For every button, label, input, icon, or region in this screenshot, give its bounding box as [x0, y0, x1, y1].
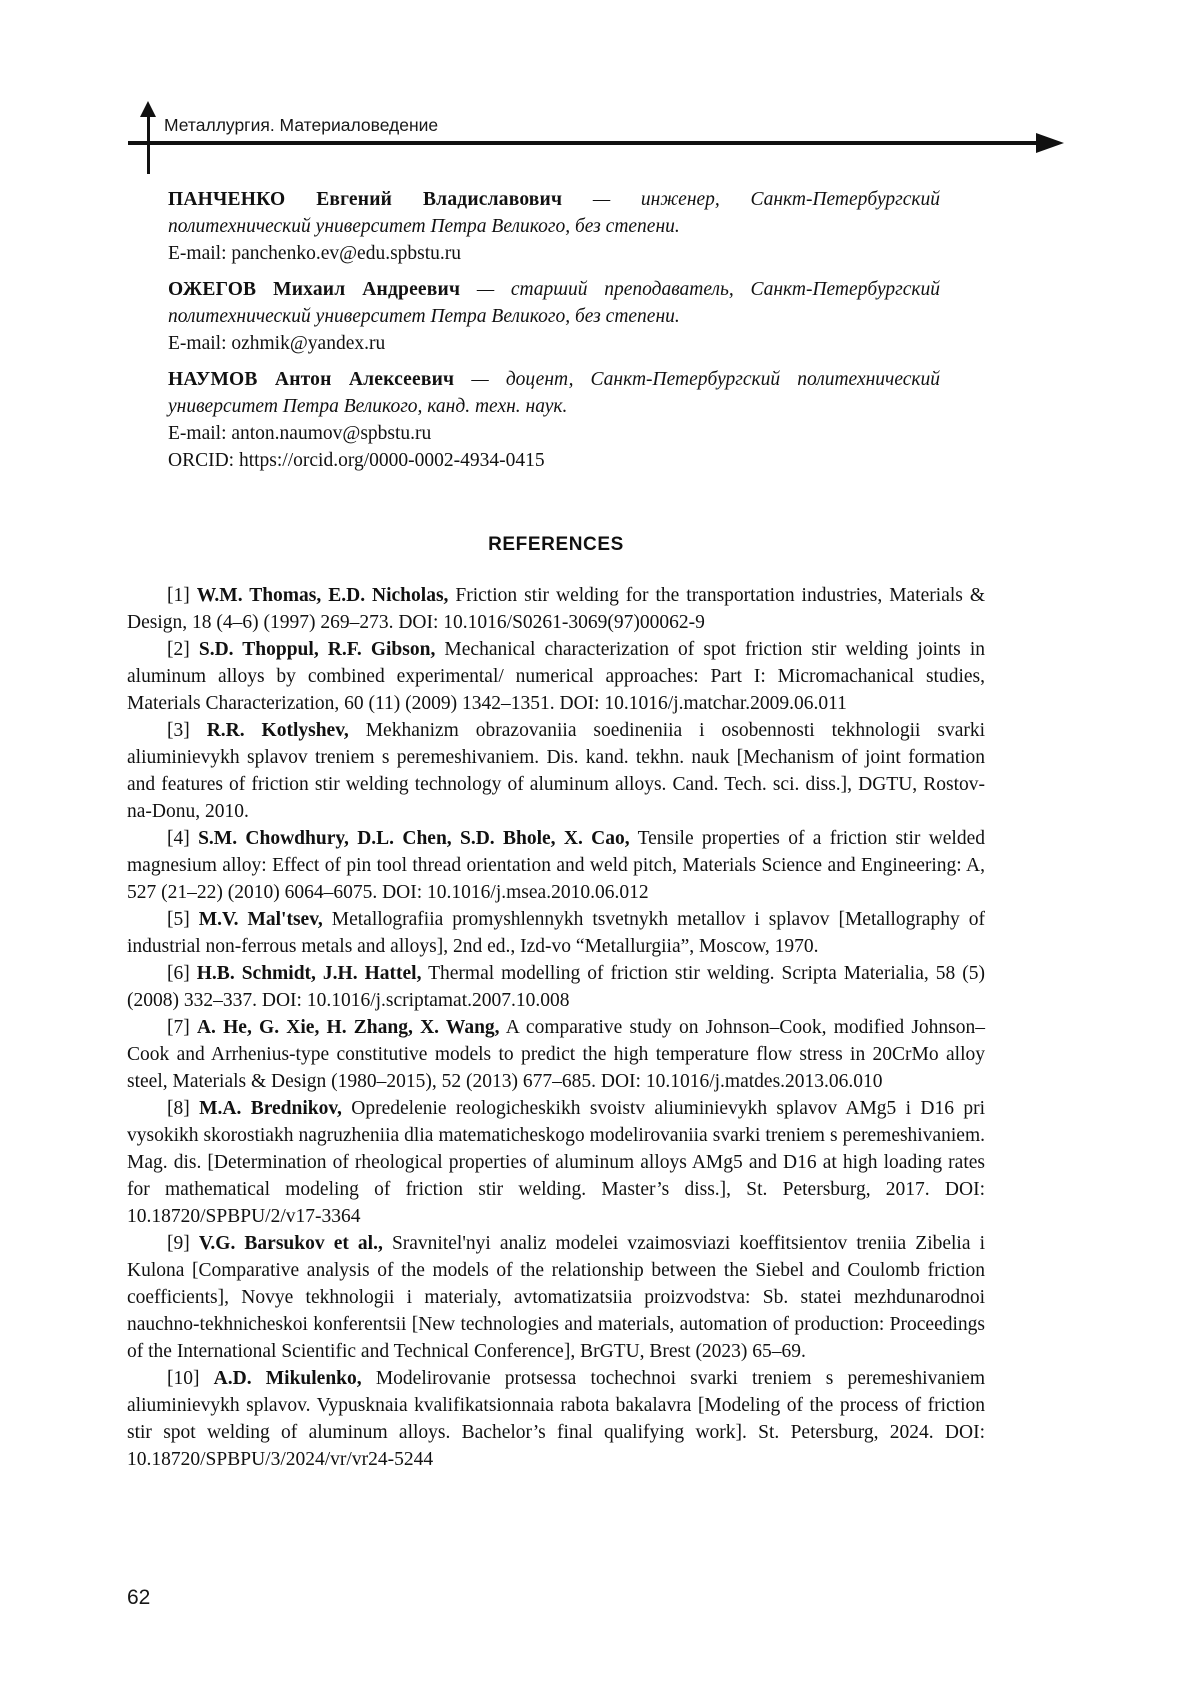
reference-item — [127, 960, 985, 1014]
email-label: E-mail: — [168, 243, 227, 264]
reference-item — [127, 582, 985, 636]
author-name: ОЖЕГОВ Михаил Андреевич — [168, 279, 461, 300]
reference-number: [4] — [167, 828, 190, 849]
reference-authors: S.D. Thoppul, R.F. Gibson, — [198, 639, 436, 660]
reference-authors: R.R. Kotlyshev, — [206, 720, 349, 741]
author-line — [168, 366, 940, 420]
reference-number: [1] — [167, 585, 190, 606]
reference-item — [127, 906, 985, 960]
reference-number: [3] — [167, 720, 190, 741]
author-name: ПАНЧЕНКО Евгений Владиславович — [168, 189, 563, 210]
reference-authors: M.V. Mal'tsev, — [198, 909, 323, 930]
reference-number: [8] — [167, 1098, 190, 1119]
reference-number: [9] — [167, 1233, 190, 1254]
reference-number: [6] — [167, 963, 190, 984]
email-value: anton.naumov@spbstu.ru — [231, 423, 432, 444]
reference-item — [127, 636, 985, 717]
reference-text: A comparative study on Johnson–Cook, modified Johnson–Cook and Arrhenius-type constitutive models to predict the high temperature flow stress in 20CrMo alloy steel, Materials & Design (1980–2015), 52 (2013) 677–685. DOI: 10.1016/j.matdes.2013.06.010 — [127, 1017, 985, 1092]
reference-item — [127, 1095, 985, 1230]
page-number: 62 — [127, 1586, 151, 1609]
references-heading: REFERENCES — [488, 534, 624, 555]
reference-item — [127, 1014, 985, 1095]
author-line — [168, 276, 940, 330]
reference-authors: M.A. Brednikov, — [199, 1098, 342, 1119]
reference-item — [127, 1365, 985, 1473]
reference-authors: A. He, G. Xie, H. Zhang, X. Wang, — [196, 1017, 500, 1038]
authors-section — [168, 186, 940, 483]
reference-text: Mechanical characterization of spot friction stir welding joints in aluminum alloys by combined experimental/ numerical approaches: Part I: Micromachanical studies, Materials Characterization, 60 (11) (2009) 1342–1351. DOI: 10.1016/j.matchar.2009.06.011 — [127, 639, 986, 714]
orcid-value: https://orcid.org/0000-0002-4934-0415 — [238, 450, 545, 471]
reference-text: Sravnitel'nyi analiz modelei vzaimosviazi koeffitsientov treniia Zibelia i Kulona [Comparative analysis of the models of the relationship between the Siebel and Coulomb friction coefficients], Novye tekhnologii i materialy, avtomatizatsiia proizvodstva: Sb. statei mezhdunarodnoi nauchno-tekhnicheskoi konferentsii [New technologies and materials, automation of production: Proceedings of the International Scientific and Technical Conference], BrGTU, Brest (2023) 65–69. — [127, 1233, 986, 1362]
reference-number: [5] — [167, 909, 190, 930]
section-title: Металлургия. Материаловедение — [164, 115, 439, 135]
author-affiliation: — инженер, Санкт-Петербургский политехнический университет Петра Великого, без степени. — [168, 189, 941, 237]
author-block — [168, 366, 940, 474]
author-email-line — [168, 240, 940, 267]
reference-authors: A.D. Mikulenko, — [213, 1368, 362, 1389]
author-affiliation: — старший преподаватель, Санкт-Петербургский политехнический университет Петра Великого, без степени. — [168, 279, 941, 327]
email-value: ozhmik@yandex.ru — [231, 333, 386, 354]
reference-item — [127, 1230, 985, 1365]
reference-number: [10] — [167, 1368, 200, 1389]
right-arrow-icon — [1036, 133, 1064, 153]
reference-authors: H.B. Schmidt, J.H. Hattel, — [196, 963, 422, 984]
email-value: panchenko.ev@edu.spbstu.ru — [231, 243, 462, 264]
reference-item — [127, 717, 985, 825]
author-email-line — [168, 330, 940, 357]
reference-number: [7] — [167, 1017, 190, 1038]
reference-text: Metallografiia promyshlennykh tsvetnykh metallov i splavov [Metallography of industrial non-ferrous metals and alloys], 2nd ed., Izd-vo “Metallurgiia”, Moscow, 1970. — [127, 909, 985, 957]
author-block — [168, 276, 940, 357]
reference-text: Modelirovanie protsessa tochechnoi svarki treniem s peremeshivaniem aliuminievykh splavov. Vypusknaia kvalifikatsionnaia rabota bakalavra [Modeling of the process of friction stir spot welding of aluminum alloys. Bachelor’s final qualifying work]. St. Petersburg, 2024. DOI: 10.18720/SPBPU/3/2024/vr/vr24-5244 — [127, 1368, 985, 1470]
author-name: НАУМОВ Антон Алексеевич — [168, 369, 455, 390]
reference-text: Tensile properties of a friction stir welded magnesium alloy: Effect of pin tool thread orientation and weld pitch, Materials Science and Engineering: A, 527 (21–22) (2010) 6064–6075. DOI: 10.1016/j.msea.2010.06.012 — [127, 828, 986, 903]
reference-authors: V.G. Barsukov et al., — [198, 1233, 383, 1254]
email-label: E-mail: — [168, 423, 227, 444]
author-orcid-line — [168, 447, 940, 474]
reference-item — [127, 825, 985, 906]
reference-text: Thermal modelling of friction stir welding. Scripta Materialia, 58 (5) (2008) 332–337. DOI: 10.1016/j.scriptamat.2007.10.008 — [127, 963, 986, 1011]
reference-text: Opredelenie reologicheskikh svoistv aliuminievykh splavov AMg5 i D16 pri vysokikh skorostiakh nagruzheniia dlia matematicheskogo modelirovaniia svarki treniem s peremeshivaniem. Mag. dis. [Determination of rheological properties of aluminum alloys AMg5 and D16 at high loading rates for mathematical modeling of friction stir welding. Master’s diss.], St. Petersburg, 2017. DOI: 10.18720/SPBPU/2/v17-3364 — [127, 1098, 986, 1227]
reference-text: Mekhanizm obrazovaniia soedineniia i osobennosti tekhnologii svarki aliuminievykh splavov treniem s peremeshivaniem. Dis. kand. tekhn. nauk [Mechanism of joint formation and features of friction stir welding technology of aluminum alloys. Cand. Tech. sci. diss.], DGTU, Rostov-na-Donu, 2010. — [127, 720, 986, 822]
orcid-label: ORCID: — [168, 450, 235, 471]
reference-number: [2] — [167, 639, 190, 660]
header-rule — [128, 141, 1036, 145]
author-line — [168, 186, 940, 240]
reference-text: Friction stir welding for the transportation industries, Materials & Design, 18 (4–6) (1997) 269–273. DOI: 10.1016/S0261-3069(97)00062-9 — [127, 585, 985, 633]
reference-authors: W.M. Thomas, E.D. Nicholas, — [196, 585, 449, 606]
author-email-line — [168, 420, 940, 447]
author-block — [168, 186, 940, 267]
email-label: E-mail: — [168, 333, 227, 354]
author-affiliation: — доцент, Санкт-Петербургский политехнический университет Петра Великого, канд. техн. наук. — [168, 369, 941, 417]
references-section — [127, 534, 985, 1473]
reference-authors: S.M. Chowdhury, D.L. Chen, S.D. Bhole, X. Cao, — [198, 828, 630, 849]
